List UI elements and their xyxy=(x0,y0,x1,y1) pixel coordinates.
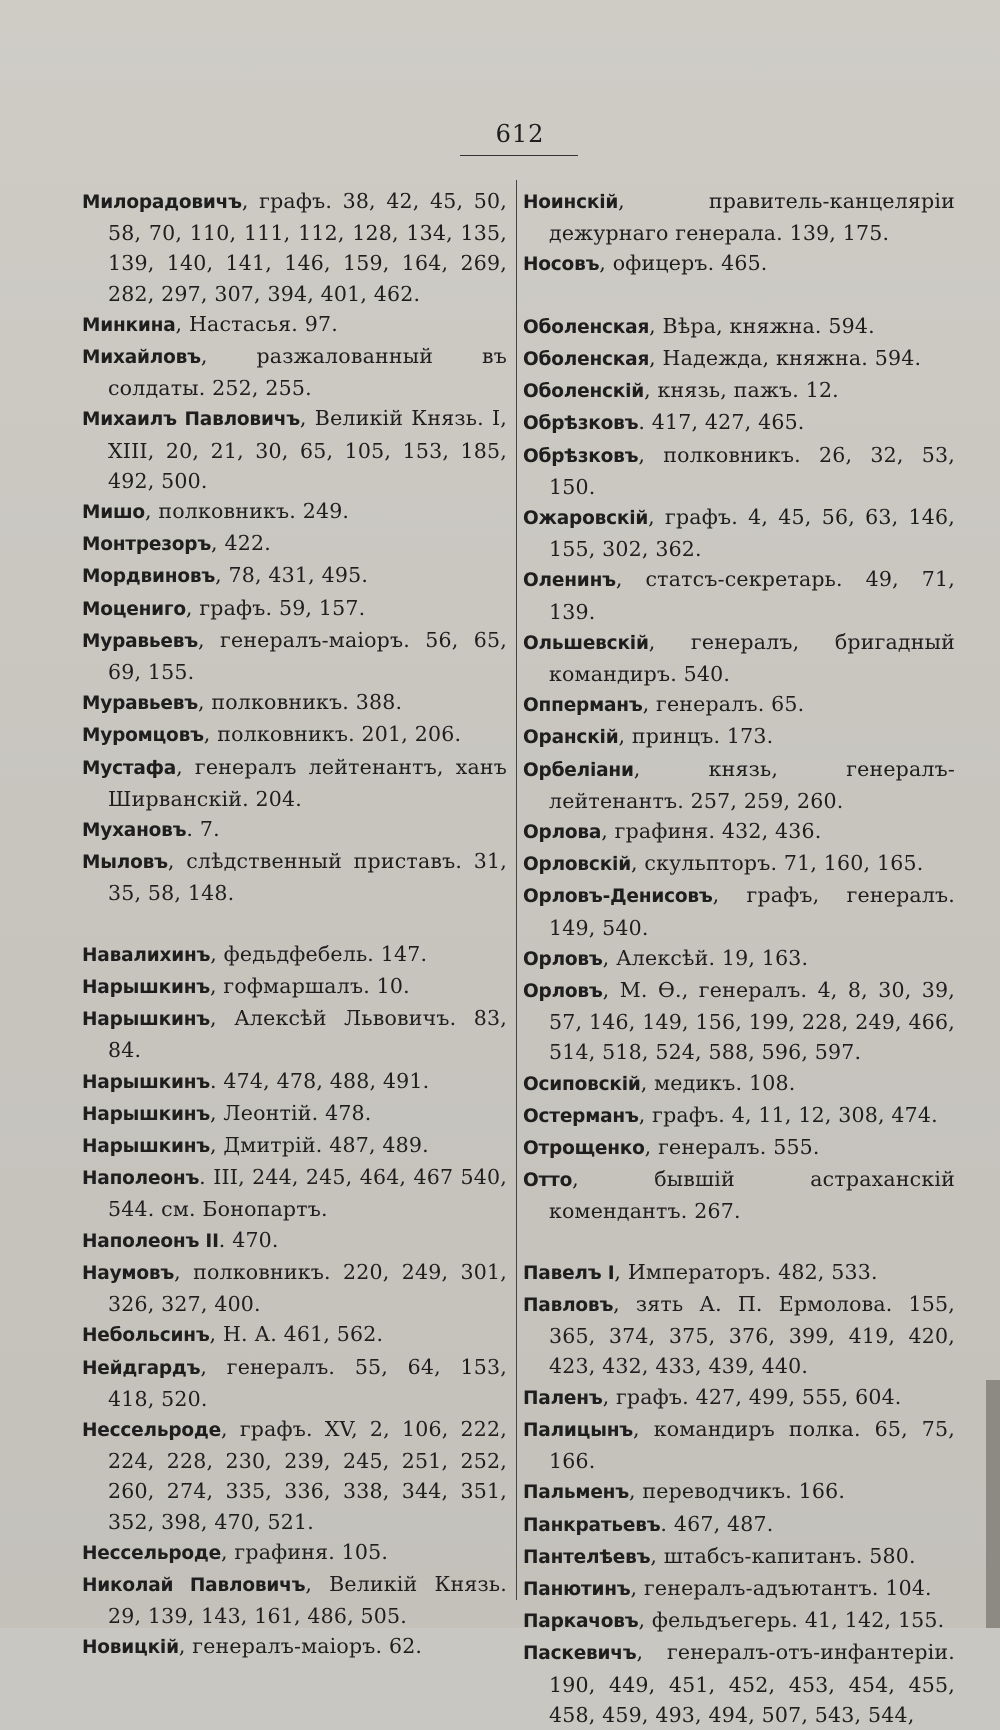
entry-references: , бывшій астраханскій комендантъ. 267. xyxy=(549,1167,955,1224)
entry-name: Михайловъ xyxy=(82,347,201,369)
index-entry xyxy=(523,248,955,280)
index-entry xyxy=(82,1352,507,1414)
index-entry xyxy=(82,719,507,751)
entry-name: Панкратьевъ xyxy=(523,1514,661,1536)
entry-references: , скульпторъ. 71, 160, 165. xyxy=(630,851,924,876)
entry-references: , полковникъ. 249. xyxy=(144,499,350,524)
entry-name: Пантелѣевъ xyxy=(523,1546,651,1568)
section-gap xyxy=(523,1227,955,1257)
entry-references: , зять А. П. Ермолова. 155, 365, 374, 375, 376, 399, 419, 420, 423, 432, 433, 439, 440. xyxy=(549,1292,955,1379)
entry-name: Остерманъ xyxy=(523,1105,639,1127)
entry-name: Оболенская xyxy=(523,316,650,338)
index-entry xyxy=(82,971,507,1003)
entry-name: Обрѣзковъ xyxy=(523,413,639,435)
entry-references: , Дмитрій. 487, 489. xyxy=(210,1133,429,1158)
entry-name: Нессельроде xyxy=(82,1419,221,1441)
index-entry xyxy=(82,1003,507,1065)
entry-name: Муравьевъ xyxy=(82,693,198,715)
entry-name: Обрѣзковъ xyxy=(523,445,639,467)
entry-name: Опперманъ xyxy=(523,695,643,717)
entry-name: Оленинъ xyxy=(523,570,616,592)
index-entry xyxy=(523,1100,955,1132)
entry-name: Павловъ xyxy=(523,1295,614,1317)
entry-references: , генералъ. 55, 64, 153, 418, 520. xyxy=(108,1354,507,1411)
entry-name: Панютинъ xyxy=(523,1578,631,1600)
entry-references: , слѣдственный приставъ. 31, 35, 58, 148. xyxy=(108,849,507,906)
index-entry xyxy=(523,1605,955,1637)
entry-references: , Настасья. 97. xyxy=(175,311,338,336)
entry-references: , Великій Князь. 29, 139, 143, 161, 486, 505. xyxy=(108,1571,507,1629)
index-entry xyxy=(523,1068,955,1100)
entry-references: , гофмаршалъ. 10. xyxy=(210,974,410,999)
entry-name: Орловъ xyxy=(523,981,603,1003)
section-gap xyxy=(82,909,507,939)
entry-references: , правитель-канцеляріи дежурнаго генерала. 139, 175. xyxy=(549,189,955,246)
entry-name: Отто xyxy=(523,1170,573,1192)
entry-references: , графъ. 4, 11, 12, 308, 474. xyxy=(638,1102,938,1127)
entry-references: , графъ. 59, 157. xyxy=(185,595,366,620)
index-entry xyxy=(82,1225,507,1257)
entry-name: Нессельроде xyxy=(82,1542,221,1564)
entry-references: . 474, 478, 488, 491. xyxy=(210,1068,430,1093)
entry-references: , генералъ-маіоръ. 62. xyxy=(178,1634,423,1659)
entry-name: Пальменъ xyxy=(523,1482,629,1504)
entry-name: Паскевичъ xyxy=(523,1643,637,1665)
entry-name: Муромцовъ xyxy=(82,725,204,747)
entry-name: Паленъ xyxy=(523,1387,603,1409)
index-entry xyxy=(523,1132,955,1164)
entry-references: , 422. xyxy=(211,531,271,556)
entry-name: Осиповскій xyxy=(523,1073,641,1095)
entry-name: Небольсинъ xyxy=(82,1325,210,1347)
entry-references: . 467, 487. xyxy=(660,1511,774,1536)
entry-references: , Вѣра, княжна. 594. xyxy=(649,313,875,338)
index-entry xyxy=(523,186,955,248)
index-entry xyxy=(523,975,955,1068)
entry-name: Мыловъ xyxy=(82,852,168,874)
entry-references: , графъ, генералъ. 149, 540. xyxy=(549,883,955,940)
index-entry xyxy=(523,1164,955,1226)
index-entry xyxy=(82,687,507,719)
index-entry xyxy=(82,1066,507,1098)
index-entry xyxy=(82,186,507,309)
entry-name: Мухановъ xyxy=(82,820,187,842)
entry-references: , генералъ. 555. xyxy=(644,1135,820,1160)
entry-name: Паркачовъ xyxy=(523,1611,639,1633)
index-entry xyxy=(523,1257,955,1289)
index-entry xyxy=(82,1414,507,1537)
entry-name: Оболенскій xyxy=(523,381,645,403)
entry-name: Оболенская xyxy=(523,349,650,370)
index-entry xyxy=(82,939,507,971)
entry-name: Мордвиновъ xyxy=(82,566,216,588)
entry-name: Минкина xyxy=(82,314,176,336)
index-entry xyxy=(523,311,955,343)
entry-name: Наполеонъ II xyxy=(82,1230,219,1252)
index-entry xyxy=(523,848,955,880)
entry-references: , командиръ полка. 65, 75, 166. xyxy=(549,1416,955,1474)
entry-references: , генералъ, бригадный командиръ. 540. xyxy=(549,629,955,687)
entry-name: Ольшевскій xyxy=(523,632,649,654)
entry-references: , переводчикъ. 166. xyxy=(628,1479,846,1504)
index-entry xyxy=(82,625,507,687)
section-gap xyxy=(523,281,955,311)
entry-name: Муравьевъ xyxy=(82,630,198,652)
entry-references: , Алексѣй Львовичъ. 83, 84. xyxy=(108,1006,507,1063)
entry-name: Отрощенко xyxy=(523,1138,645,1160)
entry-name: Оранскій xyxy=(523,727,619,749)
entry-references: , принцъ. 173. xyxy=(618,724,774,749)
entry-references: , Великій Князь. I, XIII, 20, 21, 30, 65, 105, 153, 185, 492, 500. xyxy=(108,406,508,493)
entry-references: , полковникъ. 26, 32, 53, 150. xyxy=(549,442,955,499)
index-entry xyxy=(82,1098,507,1130)
entry-references: , князь, пажъ. 12. xyxy=(644,378,839,403)
entry-name: Павелъ I xyxy=(523,1262,615,1284)
entry-references: , Надежда, княжна. 594. xyxy=(649,346,922,370)
index-entry xyxy=(82,528,507,560)
entry-references: , полковникъ. 220, 249, 301, 326, 327, 400. xyxy=(108,1259,507,1317)
entry-name: Наполеонъ xyxy=(82,1168,200,1190)
entry-references: , генералъ-адъютантъ. 104. xyxy=(630,1575,932,1600)
index-column-right xyxy=(523,186,955,1730)
index-entry xyxy=(523,502,955,564)
entry-name: Навалихинъ xyxy=(82,944,211,966)
index-entry xyxy=(82,496,507,528)
entry-references: , графъ. 427, 499, 555, 604. xyxy=(602,1384,902,1409)
index-entry xyxy=(82,1631,507,1663)
entry-references: , генералъ лейтенантъ, ханъ Ширванскій. 204. xyxy=(108,754,507,811)
entry-name: Нарышкинъ xyxy=(82,977,210,999)
index-entry xyxy=(523,754,955,816)
index-entry xyxy=(82,1569,507,1631)
entry-name: Орбеліани xyxy=(523,759,634,781)
column-divider xyxy=(516,180,517,1600)
index-entry xyxy=(82,309,507,341)
entry-references: , полковникъ. 201, 206. xyxy=(203,722,462,747)
entry-references: , графъ. 38, 42, 45, 50, 58, 70, 110, 111, 112, 128, 134, 135, 139, 140, 141, 146, 159, 164, 269, 282, 297, 307, 394, 401, 462. xyxy=(108,189,507,306)
entry-references: , Леонтій. 478. xyxy=(210,1100,372,1125)
index-entry xyxy=(523,343,955,375)
index-entry xyxy=(82,814,507,846)
entry-references: , Алексѣй. 19, 163. xyxy=(602,945,809,970)
entry-references: , офицеръ. 465. xyxy=(599,251,768,276)
index-entry xyxy=(82,1162,507,1224)
entry-references: , 78, 431, 495. xyxy=(215,563,369,588)
index-entry xyxy=(82,403,507,496)
entry-references: , графъ. XV, 2, 106, 222, 224, 228, 230, 239, 245, 251, 252, 260, 274, 335, 336, 338, 344, 351, 352, 398, 470, 521. xyxy=(108,1416,507,1534)
index-entry xyxy=(523,1637,955,1730)
entry-name: Ноинскій xyxy=(523,192,619,213)
index-entry xyxy=(82,593,507,625)
entry-name: Моцениго xyxy=(82,598,186,620)
entry-name: Нейдгардъ xyxy=(82,1357,201,1379)
entry-references: , полковникъ. 388. xyxy=(197,690,403,715)
entry-references: , М. Ѳ., генералъ. 4, 8, 30, 39, 57, 146, 149, 156, 199, 228, 249, 466, 514, 518, 524, 588, 596, 597. xyxy=(549,978,955,1065)
index-entry xyxy=(82,1319,507,1351)
entry-references: , графиня. 105. xyxy=(221,1539,389,1564)
entry-name: Наумовъ xyxy=(82,1262,175,1284)
entry-name: Мустафа xyxy=(82,757,177,779)
page-edge-shadow xyxy=(986,1380,1000,1628)
index-entry xyxy=(82,1130,507,1162)
index-entry xyxy=(523,1382,955,1414)
index-column-left xyxy=(82,186,507,1664)
index-entry xyxy=(523,1414,955,1476)
entry-name: Мишо xyxy=(82,502,145,524)
entry-references: , Н. А. 461, 562. xyxy=(209,1322,384,1347)
index-entry xyxy=(82,1537,507,1569)
index-entry xyxy=(523,440,955,502)
index-entry xyxy=(523,689,955,721)
entry-name: Орловъ-Денисовъ xyxy=(523,886,713,908)
entry-references: , федьдфебель. 147. xyxy=(210,941,428,966)
index-entry xyxy=(523,1541,955,1573)
page-number-rule xyxy=(460,155,578,156)
entry-references: . 470. xyxy=(218,1227,279,1252)
index-entry xyxy=(523,816,955,848)
entry-references: , генералъ-маіоръ. 56, 65, 69, 155. xyxy=(108,627,507,685)
entry-name: Ожаровскій xyxy=(523,508,649,530)
index-entry xyxy=(523,1476,955,1508)
page-number: 612 xyxy=(495,120,545,148)
index-entry xyxy=(523,627,955,689)
entry-name: Михаилъ Павловичъ xyxy=(82,409,300,431)
index-entry xyxy=(523,564,955,626)
entry-references: , графъ. 4, 45, 56, 63, 146, 155, 302, 362. xyxy=(549,505,955,562)
index-entry xyxy=(82,560,507,592)
entry-references: . 7. xyxy=(186,817,220,842)
entry-references: , генералъ-отъ-инфантеріи. 190, 449, 451, 452, 453, 454, 455, 458, 459, 493, 494, 507, 543, 544, xyxy=(549,1640,955,1727)
entry-references: , разжалованный въ солдаты. 252, 255. xyxy=(108,344,507,401)
index-entry xyxy=(82,846,507,908)
entry-name: Палицынъ xyxy=(523,1419,634,1441)
index-entry xyxy=(82,341,507,403)
index-entry xyxy=(82,752,507,814)
entry-references: , генералъ. 65. xyxy=(642,692,805,717)
index-entry xyxy=(523,880,955,942)
entry-name: Нарышкинъ xyxy=(82,1136,210,1158)
entry-references: , статсъ-секретарь. 49, 71, 139. xyxy=(549,567,955,624)
entry-name: Носовъ xyxy=(523,254,600,276)
entry-name: Орлова xyxy=(523,822,602,844)
entry-references: , князь, генералъ-лейтенантъ. 257, 259, 260. xyxy=(549,756,955,813)
index-entry xyxy=(82,1257,507,1319)
entry-references: , медикъ. 108. xyxy=(640,1070,796,1095)
entry-references: , фельдъегерь. 41, 142, 155. xyxy=(638,1608,945,1633)
entry-name: Нарышкинъ xyxy=(82,1103,210,1125)
entry-name: Монтрезоръ xyxy=(82,534,212,556)
index-entry xyxy=(523,943,955,975)
entry-name: Милорадовичъ xyxy=(82,192,242,213)
entry-references: , Императоръ. 482, 533. xyxy=(614,1259,878,1284)
entry-name: Новицкій xyxy=(82,1637,179,1659)
index-entry xyxy=(523,375,955,407)
entry-name: Орловскій xyxy=(523,854,631,876)
index-entry xyxy=(523,1509,955,1541)
entry-name: Орловъ xyxy=(523,948,603,970)
entry-references: , графиня. 432, 436. xyxy=(601,819,822,844)
entry-references: . III, 244, 245, 464, 467 540, 544. см. Бонопартъ. xyxy=(108,1165,507,1222)
entry-name: Николай Павловичъ xyxy=(82,1574,306,1596)
index-entry xyxy=(523,721,955,753)
entry-name: Нарышкинъ xyxy=(82,1071,210,1093)
entry-references: . 417, 427, 465. xyxy=(638,410,805,435)
index-entry xyxy=(523,1573,955,1605)
entry-name: Нарышкинъ xyxy=(82,1009,210,1031)
entry-references: , штабсъ-капитанъ. 580. xyxy=(650,1543,916,1568)
index-entry xyxy=(523,1289,955,1382)
index-entry xyxy=(523,407,955,439)
